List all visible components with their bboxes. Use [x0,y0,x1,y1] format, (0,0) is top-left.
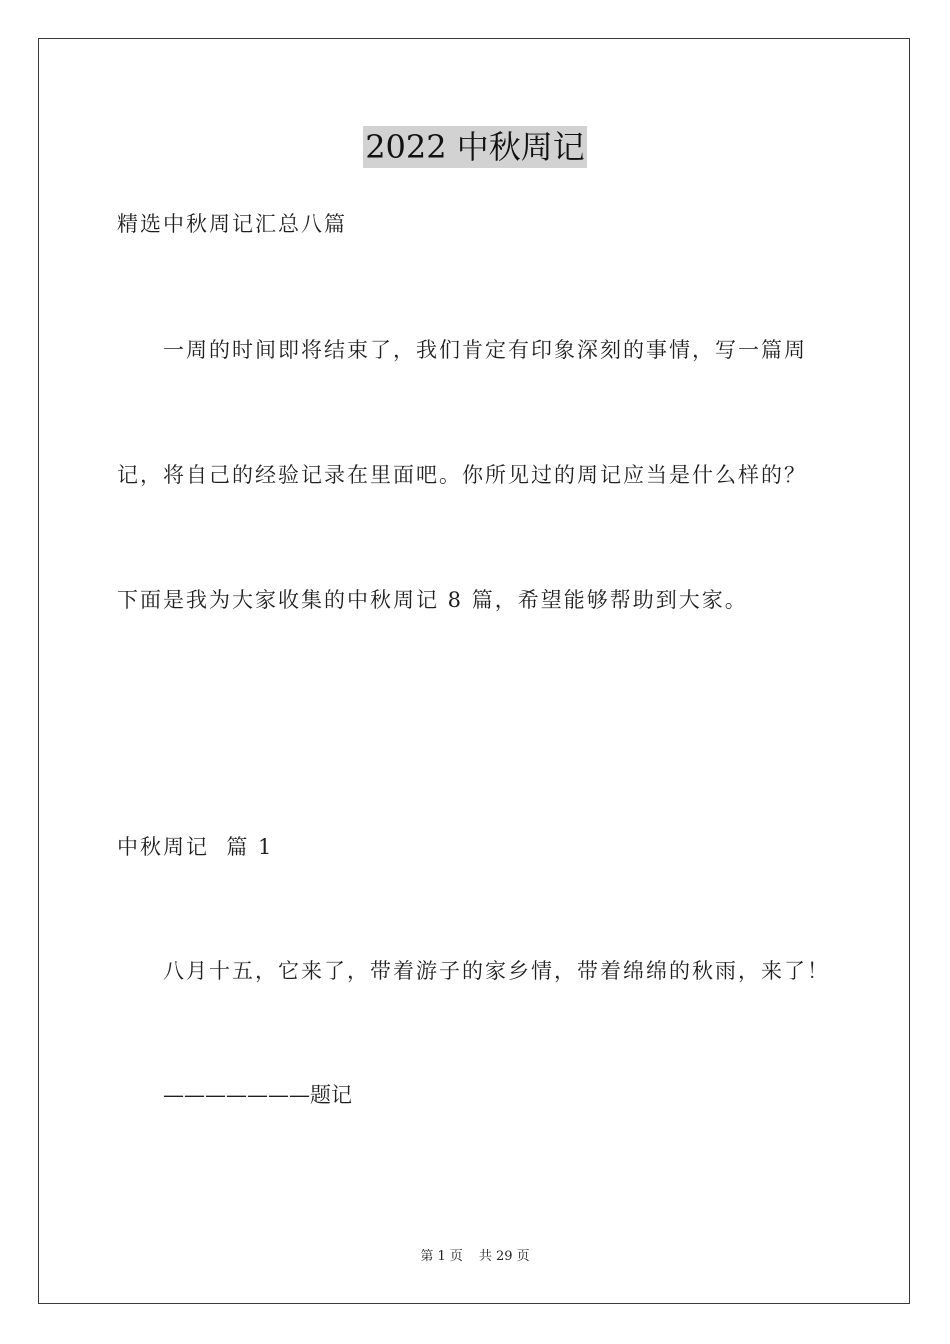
intro-line-3: 下面是我为大家收集的中秋周记 8 篇，希望能够帮助到大家。 [117,588,748,612]
section-heading: 中秋周记 篇 1 [117,835,274,859]
intro-line-2: 记，将自己的经验记录在里面吧。你所见过的周记应当是什么样的？ [117,463,807,487]
footer-page-number: 第 1 页 [420,1249,463,1264]
document-subtitle: 精选中秋周记汇总八篇 [117,212,347,236]
footer-total-pages: 共 29 页 [478,1249,530,1264]
document-title: 2022 中秋周记 [365,128,585,166]
title-container [0,126,950,168]
intro-line-1: 一周的时间即将结束了，我们肯定有印象深刻的事情，写一篇周 [163,338,807,362]
section-line-1: 八月十五，它来了，带着游子的家乡情，带着绵绵的秋雨，来了！ [163,959,830,983]
page-footer [0,1248,950,1266]
section-line-2: ———————题记 [163,1083,352,1107]
